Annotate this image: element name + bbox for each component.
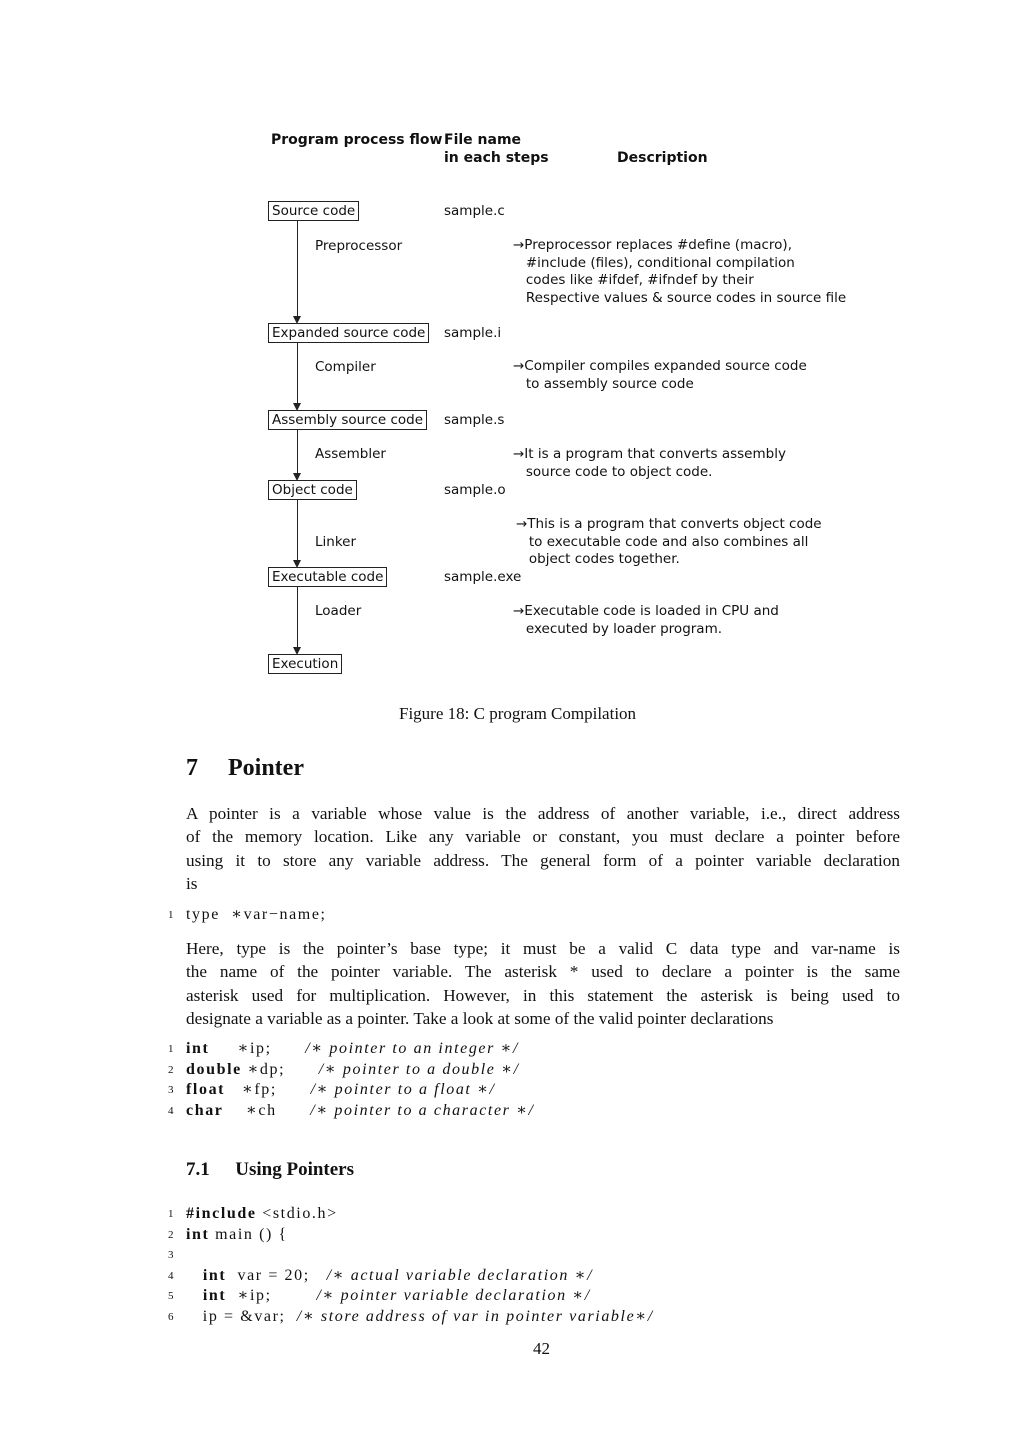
line-number: 6 — [168, 1310, 174, 1323]
paragraph-line: of the memory location. Like any variable or constant, you must declare a pointer before — [186, 827, 900, 847]
code-text — [186, 1266, 593, 1287]
code-comment: /∗ pointer to an integer ∗/ — [305, 1040, 520, 1057]
section-heading — [186, 755, 304, 782]
stage-box-execution: Execution — [268, 654, 342, 674]
line-number: 1 — [168, 909, 174, 921]
code-token: var = 20; — [226, 1266, 327, 1284]
line-number: 3 — [168, 1249, 174, 1262]
code-token: ∗ch — [223, 1101, 311, 1119]
paragraph-line: asterisk used for multiplication. However, in this statement the asterisk is being used to — [186, 985, 900, 1005]
code-text — [186, 1060, 520, 1081]
desc-preprocessor: →Preprocessor replaces #define (macro), #include (files), conditional compilation codes like #ifdef, #ifndef by their Respective values & source codes in source file — [513, 237, 847, 306]
code-comment: /∗ pointer to a character ∗/ — [310, 1101, 535, 1119]
tool-assembler: Assembler — [315, 446, 386, 462]
header-file-name: File name — [444, 132, 522, 148]
flow-arrow-line — [297, 500, 298, 562]
code-comment: /∗ pointer variable declaration ∗/ — [316, 1287, 591, 1305]
code-token — [186, 1287, 203, 1304]
stage-box-source-code: Source code — [268, 201, 359, 221]
section-number: 7 — [186, 755, 198, 781]
header-program-process-flow: Program process flow — [271, 132, 443, 148]
compilation-flow-figure — [0, 0, 1024, 700]
page-number: 42 — [533, 1339, 550, 1358]
paragraph-line: the name of the pointer variable. The asterisk * used to declare a pointer is the same — [186, 962, 900, 982]
code-text — [186, 905, 327, 926]
header-description: Description — [617, 150, 708, 166]
paragraph-line: Here, type is the pointer’s base type; it must be a valid C data type and var-name is — [186, 939, 900, 958]
paragraph-pointer-intro — [186, 802, 900, 895]
code-token: ∗dp; — [241, 1060, 319, 1078]
tool-linker: Linker — [315, 534, 357, 550]
flow-arrow-line — [297, 343, 298, 405]
flow-arrow-line — [297, 430, 298, 475]
line-number: 5 — [168, 1290, 174, 1303]
code-keyword: float — [186, 1081, 226, 1099]
line-number: 1 — [168, 1043, 174, 1055]
file-name-sample-o: sample.o — [444, 482, 506, 498]
subsection-title: Using Pointers — [235, 1159, 354, 1180]
code-text — [186, 1286, 591, 1307]
code-token: ∗ip; — [226, 1287, 317, 1305]
paragraph-line: is — [186, 873, 198, 893]
flow-arrow-line — [297, 587, 298, 649]
file-name-sample-exe: sample.exe — [444, 569, 522, 585]
stage-box-expanded-source-code: Expanded source code — [268, 323, 429, 343]
code-token: <stdio.h> — [256, 1205, 338, 1222]
paragraph-line: A pointer is a variable whose value is the address of another variable, i.e., direct address — [186, 804, 900, 823]
code-keyword: double — [186, 1060, 242, 1078]
line-number: 3 — [168, 1084, 174, 1097]
file-name-sample-s: sample.s — [444, 412, 505, 428]
paragraph-pointer-explanation — [186, 937, 900, 1030]
code-keyword: #include — [186, 1205, 257, 1222]
code-keyword: char — [186, 1101, 224, 1119]
flow-arrow-line — [297, 221, 298, 318]
header-in-each-steps: in each steps — [444, 150, 549, 166]
tool-loader: Loader — [315, 603, 362, 619]
tool-compiler: Compiler — [315, 359, 376, 375]
code-token: ∗ip; — [209, 1040, 306, 1057]
code-text — [186, 1204, 338, 1225]
code-token: ip = &var; — [186, 1307, 297, 1325]
code-token: ∗fp; — [225, 1081, 311, 1099]
desc-compiler: →Compiler compiles expanded source code to assembly source code — [513, 358, 807, 392]
code-comment: /∗ actual variable declaration ∗/ — [326, 1266, 594, 1284]
stage-box-assembly-source-code: Assembly source code — [268, 410, 427, 430]
code-keyword: int — [186, 1040, 210, 1057]
line-number: 4 — [168, 1269, 174, 1282]
code-text — [186, 1307, 654, 1328]
code-text — [186, 1225, 288, 1246]
code-text — [186, 1080, 496, 1101]
code-keyword: int — [202, 1266, 227, 1284]
desc-loader: →Executable code is loaded in CPU and executed by loader program. — [513, 603, 779, 637]
line-number: 1 — [168, 1208, 174, 1220]
desc-assembler: →It is a program that converts assembly source code to object code. — [513, 446, 786, 480]
stage-box-object-code: Object code — [268, 480, 357, 500]
code-comment: /∗ pointer to a double ∗/ — [318, 1060, 520, 1078]
line-number: 4 — [168, 1104, 174, 1117]
paragraph-line: designate a variable as a pointer. Take a look at some of the valid pointer declarations — [186, 1008, 774, 1028]
file-name-sample-i: sample.i — [444, 325, 502, 341]
section-title: Pointer — [228, 755, 304, 781]
code-keyword: int — [202, 1287, 227, 1305]
subsection-number: 7.1 — [186, 1159, 210, 1180]
code-token — [186, 1267, 203, 1284]
paragraph-line: using it to store any variable address. The general form of a pointer variable declaration — [186, 850, 900, 870]
code-text — [186, 1039, 519, 1060]
code-comment: /∗ store address of var in pointer variable∗/ — [296, 1307, 654, 1325]
code-token: main () { — [209, 1225, 288, 1243]
code-text — [186, 1101, 535, 1122]
stage-box-executable-code: Executable code — [268, 567, 387, 587]
file-name-sample-c: sample.c — [444, 203, 505, 219]
code-comment: /∗ pointer to a float ∗/ — [310, 1081, 496, 1099]
tool-preprocessor: Preprocessor — [315, 238, 403, 254]
line-number: 2 — [168, 1063, 174, 1076]
desc-linker: →This is a program that converts object code to executable code and also combines all object codes together. — [516, 516, 822, 567]
code-token: type ∗var−name; — [186, 906, 327, 923]
line-number: 2 — [168, 1228, 174, 1241]
code-keyword: int — [186, 1225, 210, 1243]
figure-caption: Figure 18: C program Compilation — [399, 704, 637, 723]
subsection-heading — [186, 1159, 354, 1181]
